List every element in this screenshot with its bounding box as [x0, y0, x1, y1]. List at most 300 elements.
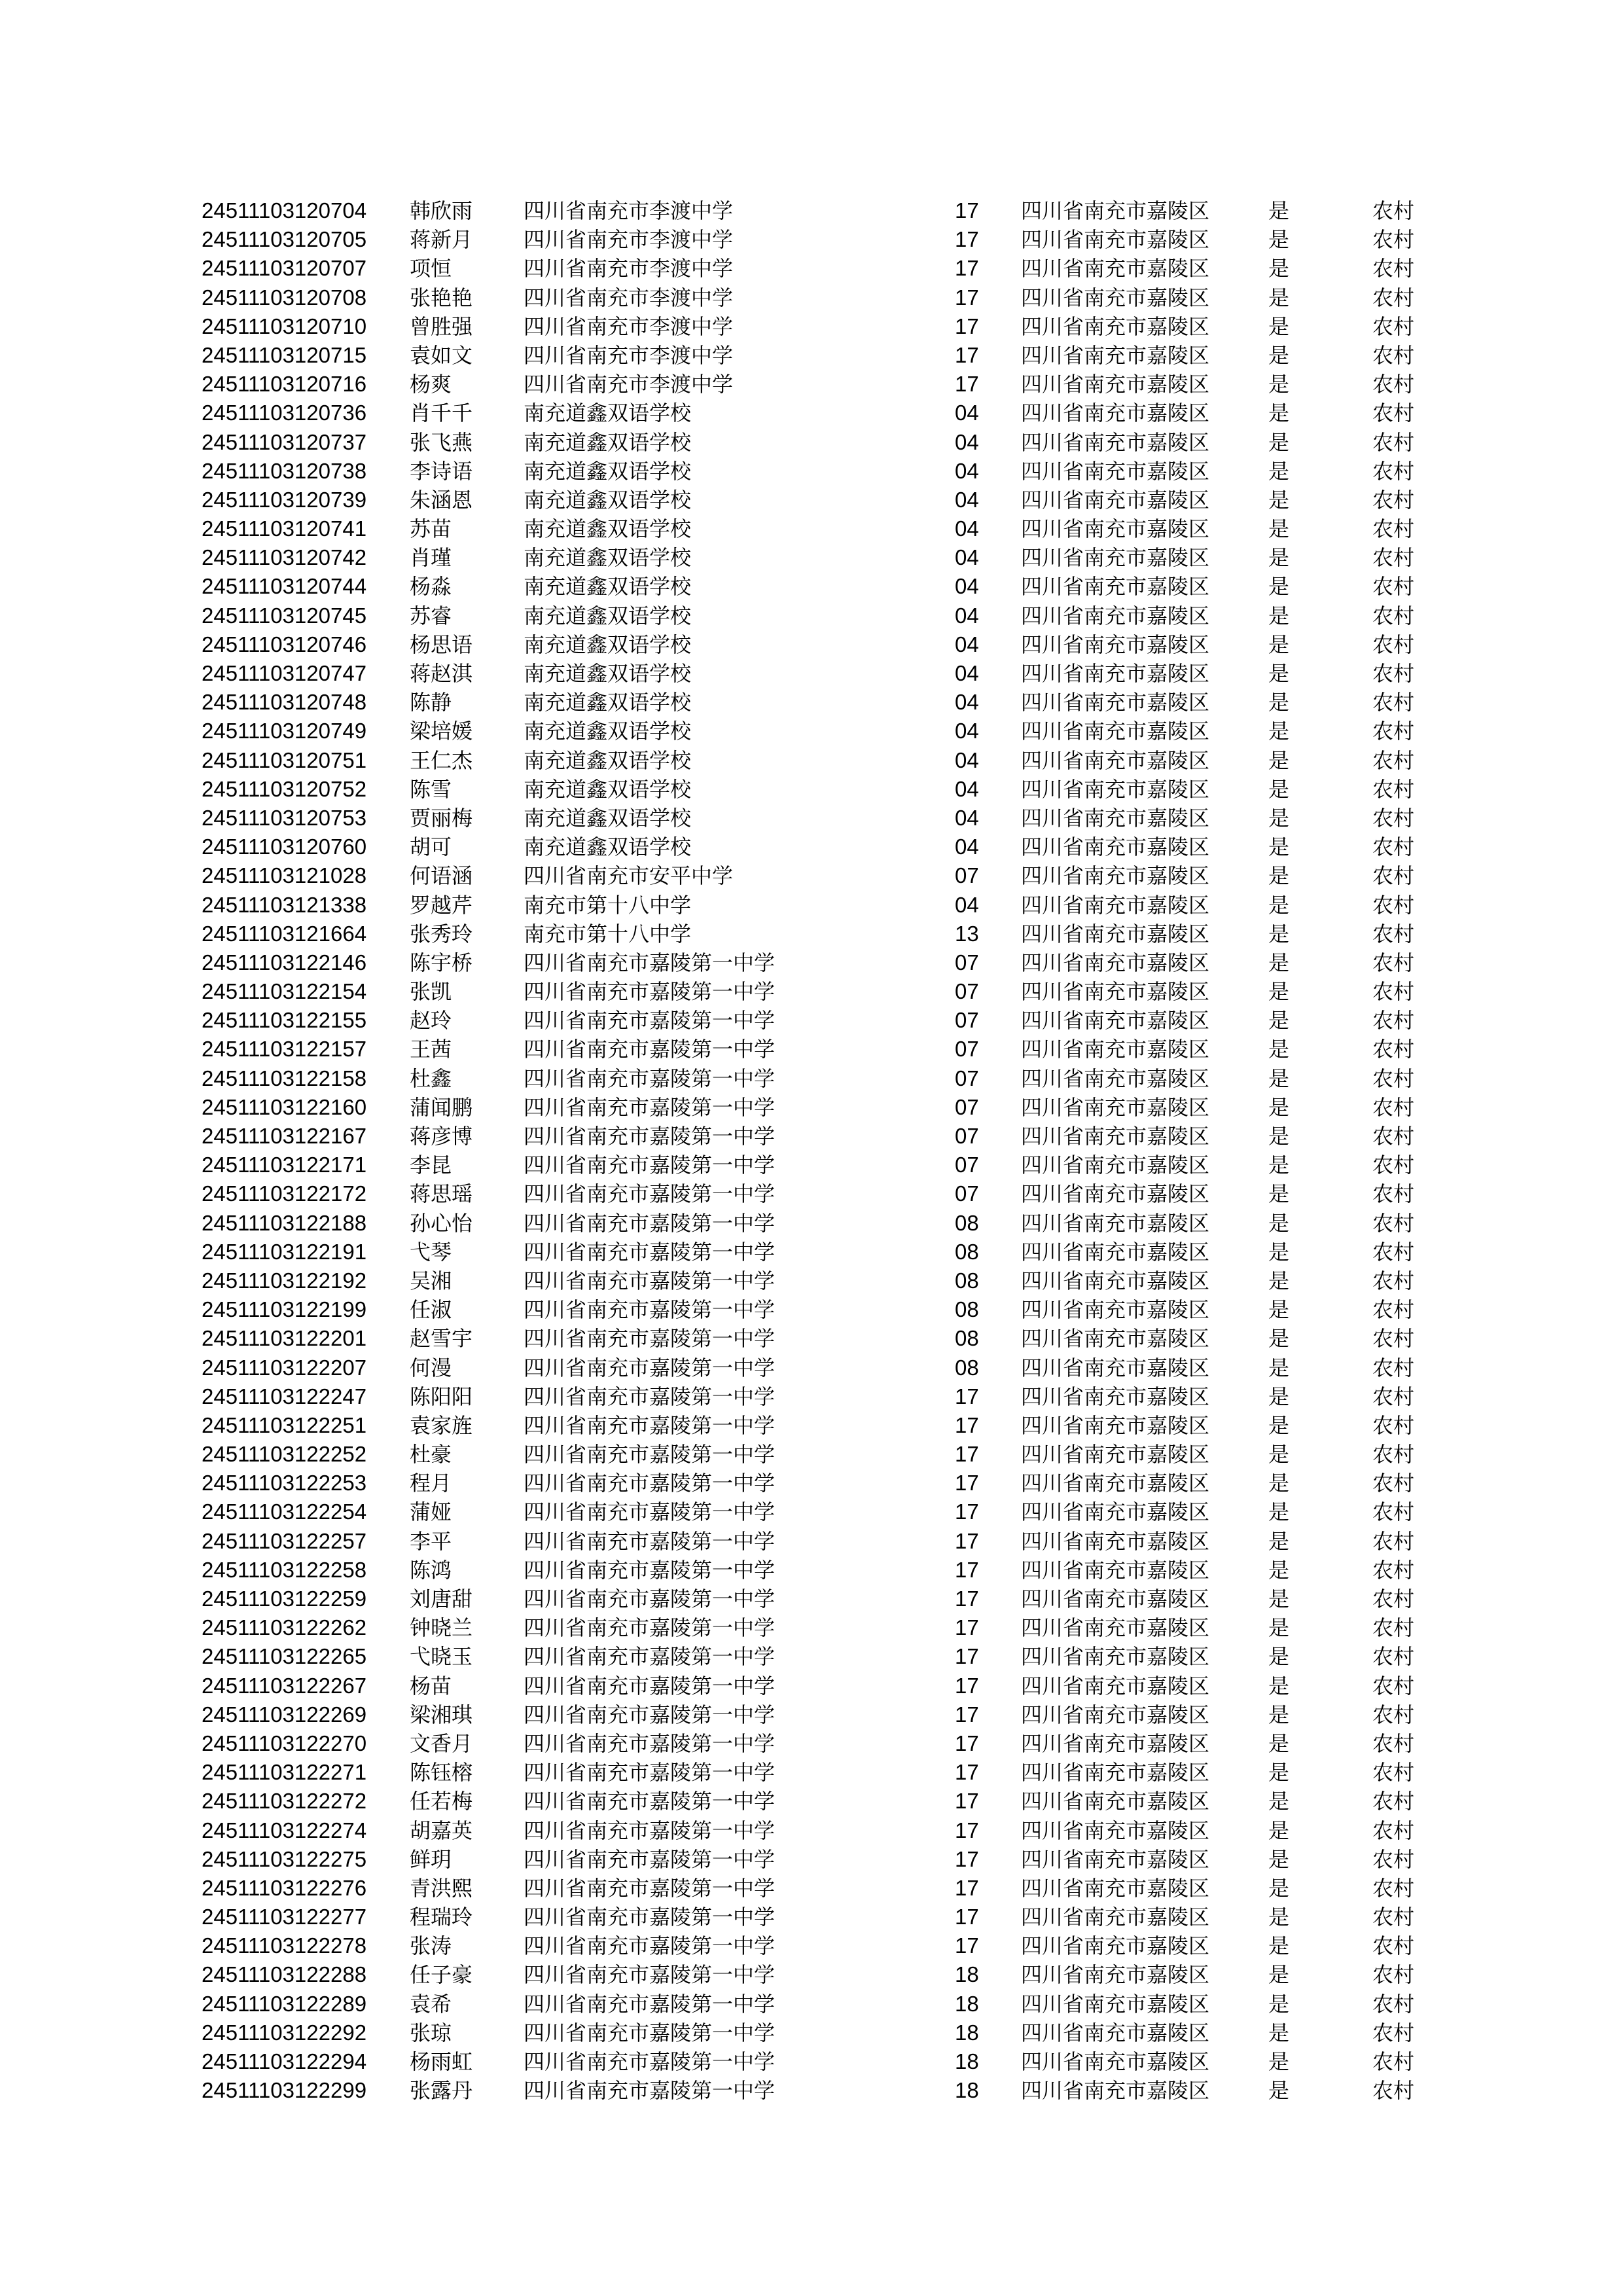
table-row [0, 1585, 1623, 1613]
household-region: 四川省南充市嘉陵区 [1021, 950, 1210, 975]
table-row [0, 254, 1623, 283]
household-region: 四川省南充市嘉陵区 [1021, 1933, 1210, 1959]
school-name: 四川省南充市嘉陵第一中学 [524, 1268, 776, 1293]
table-row [0, 1556, 1623, 1585]
student-name: 陈雪 [410, 776, 452, 802]
table-row [0, 861, 1623, 890]
household-region: 四川省南充市嘉陵区 [1021, 314, 1210, 339]
school-name: 四川省南充市嘉陵第一中学 [524, 1731, 776, 1756]
student-name: 蒋彦博 [410, 1124, 473, 1149]
student-name: 何语涵 [410, 863, 473, 889]
student-name: 贾丽梅 [410, 805, 473, 831]
school-name: 南充道鑫双语学校 [524, 719, 692, 744]
school-name: 南充道鑫双语学校 [524, 776, 692, 802]
household-region: 四川省南充市嘉陵区 [1021, 1528, 1210, 1554]
household-region: 四川省南充市嘉陵区 [1021, 574, 1210, 600]
household-type: 农村 [1372, 372, 1415, 397]
household-region: 四川省南充市嘉陵区 [1021, 401, 1210, 426]
student-name: 项恒 [410, 256, 452, 281]
exam-number: 24511103122294 [202, 2049, 367, 2073]
exam-number: 24511103122289 [202, 1991, 367, 2016]
class-code: 04 [955, 401, 979, 425]
household-type: 农村 [1372, 719, 1415, 744]
household-type: 农村 [1372, 863, 1415, 889]
class-code: 17 [955, 1471, 979, 1496]
school-name: 四川省南充市嘉陵第一中学 [524, 1239, 776, 1265]
eligibility-flag: 是 [1268, 1442, 1290, 1467]
school-name: 四川省南充市嘉陵第一中学 [524, 1066, 776, 1091]
household-region: 四川省南充市嘉陵区 [1021, 1384, 1210, 1409]
household-region: 四川省南充市嘉陵区 [1021, 1153, 1210, 1178]
exam-number: 24511103122299 [202, 2078, 367, 2103]
exam-number: 24511103122257 [202, 1528, 367, 1553]
class-code: 08 [955, 1268, 979, 1293]
school-name: 四川省南充市嘉陵第一中学 [524, 1153, 776, 1178]
student-name: 胡嘉英 [410, 1818, 473, 1843]
student-name: 鲜玥 [410, 1846, 452, 1872]
class-code: 08 [955, 1210, 979, 1235]
household-type: 农村 [1372, 1818, 1415, 1843]
class-code: 17 [955, 1499, 979, 1524]
exam-number: 24511103122270 [202, 1731, 367, 1755]
exam-number: 24511103120704 [202, 198, 367, 223]
student-name: 蒲闻鹏 [410, 1094, 473, 1120]
household-type: 农村 [1372, 690, 1415, 715]
household-region: 四川省南充市嘉陵区 [1021, 1760, 1210, 1785]
eligibility-flag: 是 [1268, 372, 1290, 397]
exam-number: 24511103122157 [202, 1037, 367, 1062]
exam-number: 24511103120708 [202, 285, 367, 310]
student-name: 赵雪宇 [410, 1326, 473, 1352]
exam-number: 24511103122276 [202, 1875, 367, 1900]
student-name: 苏睿 [410, 603, 452, 628]
household-type: 农村 [1372, 574, 1415, 600]
table-row [0, 1990, 1623, 2018]
school-name: 南充市第十八中学 [524, 921, 692, 946]
school-name: 南充道鑫双语学校 [524, 516, 692, 542]
class-code: 04 [955, 574, 979, 599]
household-type: 农村 [1372, 834, 1415, 860]
eligibility-flag: 是 [1268, 2049, 1290, 2074]
school-name: 四川省南充市嘉陵第一中学 [524, 1587, 776, 1611]
school-name: 南充道鑫双语学校 [524, 805, 692, 831]
school-name: 四川省南充市嘉陵第一中学 [524, 1846, 776, 1872]
class-code: 18 [955, 2020, 979, 2045]
table-row [0, 1122, 1623, 1151]
student-name: 杨苗 [410, 1673, 452, 1698]
household-type: 农村 [1372, 1037, 1415, 1062]
table-row [0, 486, 1623, 514]
exam-number: 24511103121028 [202, 863, 367, 888]
school-name: 四川省南充市嘉陵第一中学 [524, 1760, 776, 1785]
household-region: 四川省南充市嘉陵区 [1021, 1124, 1210, 1149]
class-code: 17 [955, 1412, 979, 1437]
exam-number: 24511103122192 [202, 1268, 367, 1293]
table-row [0, 1960, 1623, 1989]
table-row [0, 1209, 1623, 1238]
household-type: 农村 [1372, 1153, 1415, 1178]
household-region: 四川省南充市嘉陵区 [1021, 1471, 1210, 1496]
school-name: 南充道鑫双语学校 [524, 458, 692, 484]
class-code: 04 [955, 690, 979, 715]
exam-number: 24511103122160 [202, 1094, 367, 1119]
household-region: 四川省南充市嘉陵区 [1021, 1789, 1210, 1814]
student-name: 袁家旌 [410, 1412, 473, 1438]
student-name: 蒋赵淇 [410, 661, 473, 686]
household-region: 四川省南充市嘉陵区 [1021, 747, 1210, 773]
household-region: 四川省南充市嘉陵区 [1021, 198, 1210, 223]
school-name: 四川省南充市嘉陵第一中学 [524, 2049, 776, 2074]
household-type: 农村 [1372, 401, 1415, 426]
eligibility-flag: 是 [1268, 603, 1290, 628]
student-name: 杨思语 [410, 632, 473, 657]
class-code: 04 [955, 545, 979, 570]
household-type: 农村 [1372, 227, 1415, 253]
eligibility-flag: 是 [1268, 429, 1290, 455]
household-region: 四川省南充市嘉陵区 [1021, 227, 1210, 253]
class-code: 04 [955, 719, 979, 744]
class-code: 04 [955, 487, 979, 512]
household-type: 农村 [1372, 1557, 1415, 1583]
exam-number: 24511103122265 [202, 1644, 367, 1669]
class-code: 07 [955, 1037, 979, 1062]
eligibility-flag: 是 [1268, 1471, 1290, 1496]
household-region: 四川省南充市嘉陵区 [1021, 1066, 1210, 1091]
household-type: 农村 [1372, 1181, 1415, 1207]
class-code: 04 [955, 429, 979, 454]
school-name: 四川省南充市李渡中学 [524, 256, 734, 281]
table-row [0, 1845, 1623, 1874]
class-code: 07 [955, 1066, 979, 1090]
class-code: 17 [955, 285, 979, 310]
household-region: 四川省南充市嘉陵区 [1021, 1673, 1210, 1698]
household-type: 农村 [1372, 342, 1415, 368]
exam-number: 24511103122146 [202, 950, 367, 975]
exam-number: 24511103122269 [202, 1702, 367, 1727]
student-name: 陈宇桥 [410, 950, 473, 975]
household-region: 四川省南充市嘉陵区 [1021, 1962, 1210, 1988]
household-type: 农村 [1372, 1587, 1415, 1611]
class-code: 04 [955, 516, 979, 541]
school-name: 四川省南充市嘉陵第一中学 [524, 1442, 776, 1467]
table-row [0, 1064, 1623, 1093]
exam-number: 24511103122254 [202, 1499, 367, 1524]
school-name: 南充道鑫双语学校 [524, 747, 692, 773]
household-region: 四川省南充市嘉陵区 [1021, 2020, 1210, 2045]
student-name: 陈静 [410, 690, 452, 715]
exam-number: 24511103120745 [202, 603, 367, 628]
household-type: 农村 [1372, 1412, 1415, 1438]
eligibility-flag: 是 [1268, 661, 1290, 686]
school-name: 南充道鑫双语学校 [524, 632, 692, 657]
table-row [0, 457, 1623, 486]
table-row [0, 659, 1623, 688]
table-row [0, 543, 1623, 572]
eligibility-flag: 是 [1268, 921, 1290, 946]
household-region: 四川省南充市嘉陵区 [1021, 1702, 1210, 1727]
table-row [0, 572, 1623, 601]
table-row [0, 1613, 1623, 1642]
household-region: 四川省南充市嘉陵区 [1021, 1991, 1210, 2017]
household-type: 农村 [1372, 429, 1415, 455]
table-row [0, 312, 1623, 341]
household-region: 四川省南充市嘉陵区 [1021, 1297, 1210, 1323]
student-name: 梁湘琪 [410, 1702, 473, 1727]
household-type: 农村 [1372, 516, 1415, 542]
student-name: 李平 [410, 1528, 452, 1554]
table-row [0, 1238, 1623, 1266]
class-code: 07 [955, 1181, 979, 1206]
school-name: 四川省南充市嘉陵第一中学 [524, 979, 776, 1005]
table-row [0, 1874, 1623, 1903]
household-region: 四川省南充市嘉陵区 [1021, 342, 1210, 368]
exam-number: 24511103122247 [202, 1384, 367, 1408]
household-region: 四川省南充市嘉陵区 [1021, 516, 1210, 542]
class-code: 17 [955, 227, 979, 252]
eligibility-flag: 是 [1268, 1008, 1290, 1033]
household-type: 农村 [1372, 1991, 1415, 2017]
student-name: 蒲娅 [410, 1499, 452, 1525]
eligibility-flag: 是 [1268, 1355, 1290, 1380]
class-code: 08 [955, 1239, 979, 1264]
school-name: 四川省南充市嘉陵第一中学 [524, 1933, 776, 1959]
student-name: 肖瑾 [410, 545, 452, 571]
household-type: 农村 [1372, 2020, 1415, 2045]
household-region: 四川省南充市嘉陵区 [1021, 458, 1210, 484]
eligibility-flag: 是 [1268, 892, 1290, 918]
student-name: 钟晓兰 [410, 1615, 473, 1641]
household-region: 四川省南充市嘉陵区 [1021, 805, 1210, 831]
eligibility-flag: 是 [1268, 458, 1290, 484]
household-type: 农村 [1372, 950, 1415, 975]
exam-number: 24511103120752 [202, 776, 367, 801]
school-name: 南充道鑫双语学校 [524, 574, 692, 600]
household-type: 农村 [1372, 1066, 1415, 1091]
eligibility-flag: 是 [1268, 1933, 1290, 1959]
eligibility-flag: 是 [1268, 256, 1290, 281]
school-name: 四川省南充市嘉陵第一中学 [524, 1471, 776, 1496]
exam-number: 24511103122191 [202, 1239, 367, 1264]
student-name: 蒋思瑶 [410, 1181, 473, 1207]
household-region: 四川省南充市嘉陵区 [1021, 1875, 1210, 1901]
class-code: 04 [955, 776, 979, 801]
student-name: 陈阳阳 [410, 1384, 473, 1409]
table-row [0, 1527, 1623, 1556]
household-type: 农村 [1372, 2078, 1415, 2104]
eligibility-flag: 是 [1268, 719, 1290, 744]
exam-number: 24511103120705 [202, 227, 367, 252]
eligibility-flag: 是 [1268, 1384, 1290, 1409]
eligibility-flag: 是 [1268, 747, 1290, 773]
eligibility-flag: 是 [1268, 1528, 1290, 1554]
school-name: 四川省南充市嘉陵第一中学 [524, 2020, 776, 2045]
household-type: 农村 [1372, 458, 1415, 484]
class-code: 17 [955, 198, 979, 223]
table-row [0, 1729, 1623, 1758]
school-name: 四川省南充市嘉陵第一中学 [524, 1124, 776, 1149]
eligibility-flag: 是 [1268, 2020, 1290, 2045]
school-name: 四川省南充市嘉陵第一中学 [524, 1210, 776, 1236]
eligibility-flag: 是 [1268, 690, 1290, 715]
exam-number: 24511103122258 [202, 1557, 367, 1582]
household-region: 四川省南充市嘉陵区 [1021, 1905, 1210, 1930]
household-type: 农村 [1372, 1644, 1415, 1670]
school-name: 南充市第十八中学 [524, 892, 692, 918]
table-row [0, 2047, 1623, 2076]
exam-number: 24511103122253 [202, 1471, 367, 1496]
school-name: 南充道鑫双语学校 [524, 690, 692, 715]
school-name: 四川省南充市李渡中学 [524, 314, 734, 339]
household-type: 农村 [1372, 776, 1415, 802]
student-name: 罗越芹 [410, 892, 473, 918]
eligibility-flag: 是 [1268, 1239, 1290, 1265]
table-row [0, 225, 1623, 254]
school-name: 四川省南充市嘉陵第一中学 [524, 1094, 776, 1120]
table-row [0, 1816, 1623, 1845]
class-code: 18 [955, 1991, 979, 2016]
records-table [0, 196, 1623, 2105]
table-row [0, 977, 1623, 1006]
class-code: 04 [955, 458, 979, 483]
class-code: 17 [955, 1384, 979, 1408]
table-row [0, 1179, 1623, 1208]
class-code: 08 [955, 1326, 979, 1351]
student-name: 何漫 [410, 1355, 452, 1380]
household-region: 四川省南充市嘉陵区 [1021, 1268, 1210, 1293]
eligibility-flag: 是 [1268, 487, 1290, 512]
household-region: 四川省南充市嘉陵区 [1021, 2049, 1210, 2074]
class-code: 17 [955, 1789, 979, 1814]
student-name: 王茜 [410, 1037, 452, 1062]
school-name: 四川省南充市嘉陵第一中学 [524, 1499, 776, 1525]
class-code: 18 [955, 1962, 979, 1987]
household-type: 农村 [1372, 1933, 1415, 1959]
school-name: 四川省南充市李渡中学 [524, 227, 734, 253]
household-region: 四川省南充市嘉陵区 [1021, 1499, 1210, 1525]
exam-number: 24511103122262 [202, 1615, 367, 1640]
household-region: 四川省南充市嘉陵区 [1021, 661, 1210, 686]
school-name: 四川省南充市嘉陵第一中学 [524, 1905, 776, 1930]
household-region: 四川省南充市嘉陵区 [1021, 256, 1210, 281]
eligibility-flag: 是 [1268, 1905, 1290, 1930]
student-name: 蒋新月 [410, 227, 473, 253]
household-type: 农村 [1372, 1962, 1415, 1988]
table-row [0, 1931, 1623, 1960]
class-code: 17 [955, 1905, 979, 1929]
student-name: 任淑 [410, 1297, 452, 1323]
household-region: 四川省南充市嘉陵区 [1021, 1008, 1210, 1033]
school-name: 南充道鑫双语学校 [524, 545, 692, 571]
class-code: 04 [955, 834, 979, 859]
class-code: 17 [955, 1557, 979, 1582]
exam-number: 24511103120739 [202, 487, 367, 512]
school-name: 南充道鑫双语学校 [524, 487, 692, 512]
school-name: 四川省南充市嘉陵第一中学 [524, 1384, 776, 1409]
household-type: 农村 [1372, 487, 1415, 512]
household-region: 四川省南充市嘉陵区 [1021, 921, 1210, 946]
household-type: 农村 [1372, 1846, 1415, 1872]
table-row [0, 370, 1623, 399]
eligibility-flag: 是 [1268, 776, 1290, 802]
class-code: 13 [955, 921, 979, 946]
household-type: 农村 [1372, 1326, 1415, 1352]
household-region: 四川省南充市嘉陵区 [1021, 285, 1210, 310]
eligibility-flag: 是 [1268, 1557, 1290, 1583]
student-name: 刘唐甜 [410, 1587, 473, 1611]
class-code: 04 [955, 805, 979, 830]
school-name: 四川省南充市安平中学 [524, 863, 734, 889]
eligibility-flag: 是 [1268, 574, 1290, 600]
class-code: 17 [955, 1933, 979, 1958]
school-name: 南充道鑫双语学校 [524, 603, 692, 628]
eligibility-flag: 是 [1268, 1587, 1290, 1611]
household-region: 四川省南充市嘉陵区 [1021, 719, 1210, 744]
class-code: 04 [955, 632, 979, 656]
exam-number: 24511103120749 [202, 719, 367, 744]
class-code: 17 [955, 1673, 979, 1698]
household-type: 农村 [1372, 1094, 1415, 1120]
household-region: 四川省南充市嘉陵区 [1021, 979, 1210, 1005]
table-row [0, 1382, 1623, 1411]
exam-number: 24511103120760 [202, 834, 367, 859]
exam-number: 24511103120715 [202, 342, 367, 367]
class-code: 07 [955, 1094, 979, 1119]
table-row [0, 1672, 1623, 1700]
table-row [0, 1642, 1623, 1671]
school-name: 四川省南充市李渡中学 [524, 198, 734, 223]
exam-number: 24511103122271 [202, 1760, 367, 1785]
eligibility-flag: 是 [1268, 516, 1290, 542]
student-name: 张飞燕 [410, 429, 473, 455]
household-type: 农村 [1372, 1124, 1415, 1149]
student-name: 杨爽 [410, 372, 452, 397]
household-region: 四川省南充市嘉陵区 [1021, 834, 1210, 860]
class-code: 18 [955, 2049, 979, 2073]
household-region: 四川省南充市嘉陵区 [1021, 603, 1210, 628]
exam-number: 24511103122292 [202, 2020, 367, 2045]
household-type: 农村 [1372, 1210, 1415, 1236]
exam-number: 24511103120710 [202, 314, 367, 338]
eligibility-flag: 是 [1268, 1124, 1290, 1149]
exam-number: 24511103120716 [202, 372, 367, 397]
exam-number: 24511103120747 [202, 661, 367, 685]
school-name: 南充道鑫双语学校 [524, 661, 692, 686]
class-code: 17 [955, 1587, 979, 1611]
eligibility-flag: 是 [1268, 342, 1290, 368]
eligibility-flag: 是 [1268, 227, 1290, 253]
school-name: 四川省南充市嘉陵第一中学 [524, 1789, 776, 1814]
exam-number: 24511103121338 [202, 892, 367, 917]
household-region: 四川省南充市嘉陵区 [1021, 1615, 1210, 1641]
class-code: 17 [955, 1615, 979, 1640]
class-code: 17 [955, 342, 979, 367]
household-type: 农村 [1372, 1297, 1415, 1323]
table-row [0, 775, 1623, 804]
household-type: 农村 [1372, 979, 1415, 1005]
household-region: 四川省南充市嘉陵区 [1021, 690, 1210, 715]
household-type: 农村 [1372, 314, 1415, 339]
exam-number: 24511103122267 [202, 1673, 367, 1698]
school-name: 四川省南充市嘉陵第一中学 [524, 950, 776, 975]
school-name: 四川省南充市嘉陵第一中学 [524, 1355, 776, 1380]
student-name: 任子豪 [410, 1962, 473, 1988]
class-code: 17 [955, 372, 979, 397]
class-code: 17 [955, 1644, 979, 1669]
household-type: 农村 [1372, 892, 1415, 918]
school-name: 四川省南充市嘉陵第一中学 [524, 1297, 776, 1323]
eligibility-flag: 是 [1268, 805, 1290, 831]
student-name: 肖千千 [410, 401, 473, 426]
